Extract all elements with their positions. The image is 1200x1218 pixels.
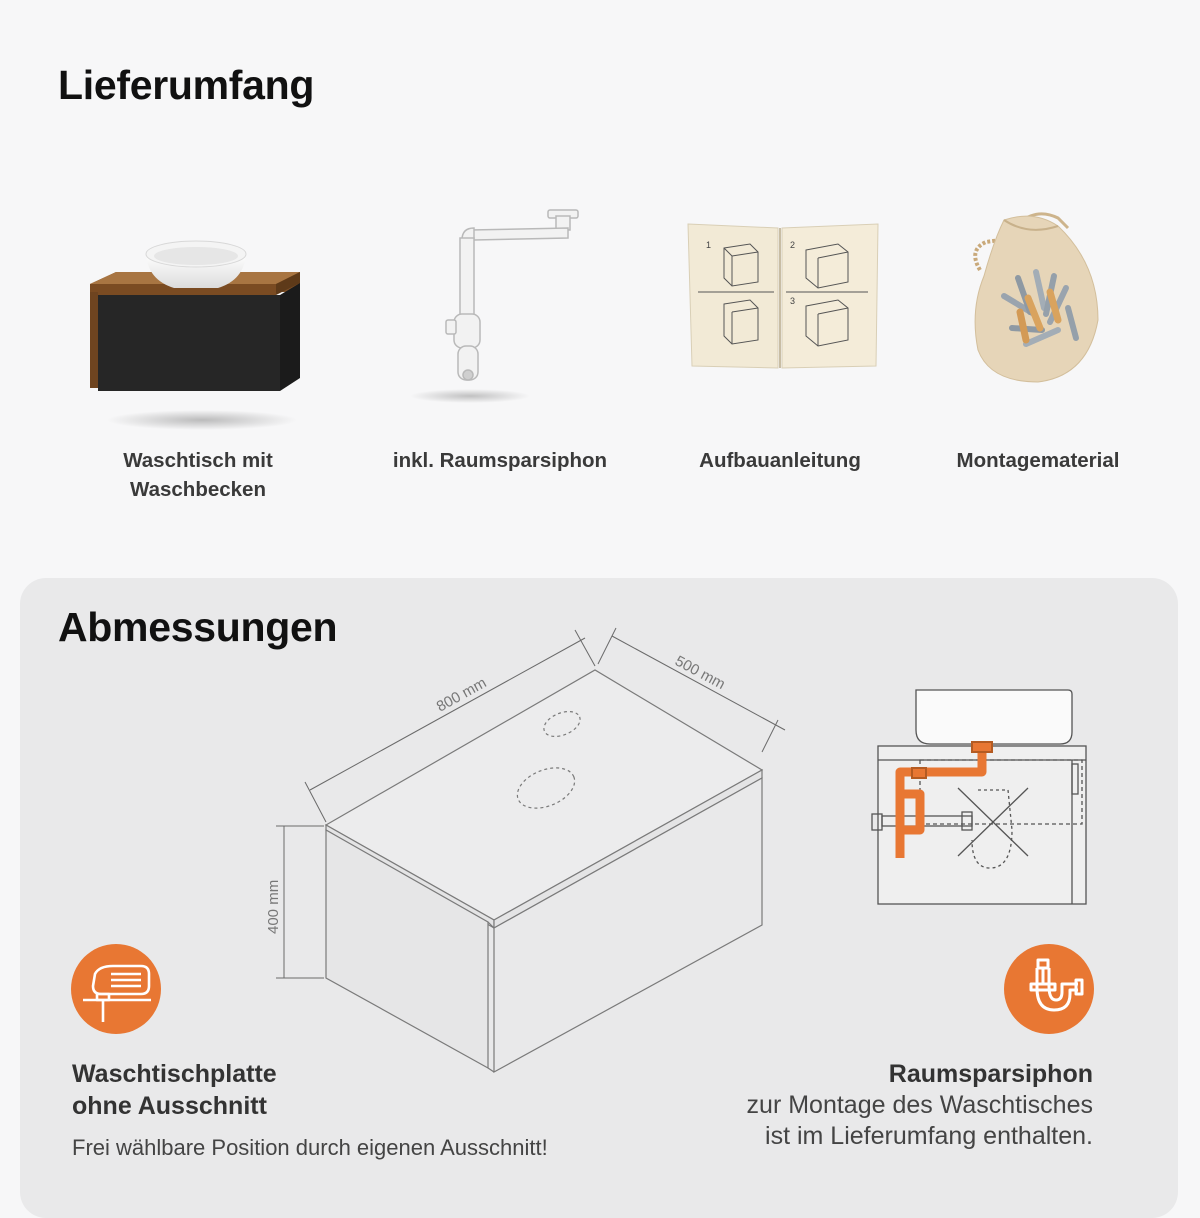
item-label: Aufbauanleitung bbox=[699, 449, 861, 472]
feature-left-text: Frei wählbare Position durch eigenen Ausschnitt! bbox=[72, 1135, 548, 1160]
dimension-depth-label: 500 mm bbox=[672, 652, 728, 693]
feature-right-title: Raumsparsiphon bbox=[888, 1060, 1093, 1088]
dimension-height-label: 400 mm bbox=[265, 879, 282, 934]
manual-step-2: 2 bbox=[790, 240, 796, 250]
jigsaw-icon bbox=[71, 944, 161, 1034]
dimension-width-label: 800 mm bbox=[433, 674, 490, 716]
feature-right-text: zur Montage des Waschtisches ist im Lieferumfang enthalten. bbox=[746, 1091, 1093, 1150]
item-label: Montagematerial bbox=[956, 449, 1120, 472]
item-label: Waschtisch mit Waschbecken bbox=[123, 449, 273, 501]
manual-step-3: 3 bbox=[790, 296, 796, 306]
siphon-installation-diagram bbox=[860, 680, 1100, 920]
feature-left-title: Waschtischplatte ohne Ausschnitt bbox=[72, 1060, 277, 1120]
manual-step-1: 1 bbox=[706, 240, 712, 250]
section-title-dimensions: Abmessungen bbox=[58, 604, 338, 650]
item-label: inkl. Raumsparsiphon bbox=[392, 449, 608, 472]
siphon-icon bbox=[1004, 944, 1094, 1034]
section-title-delivery: Lieferumfang bbox=[58, 62, 315, 108]
